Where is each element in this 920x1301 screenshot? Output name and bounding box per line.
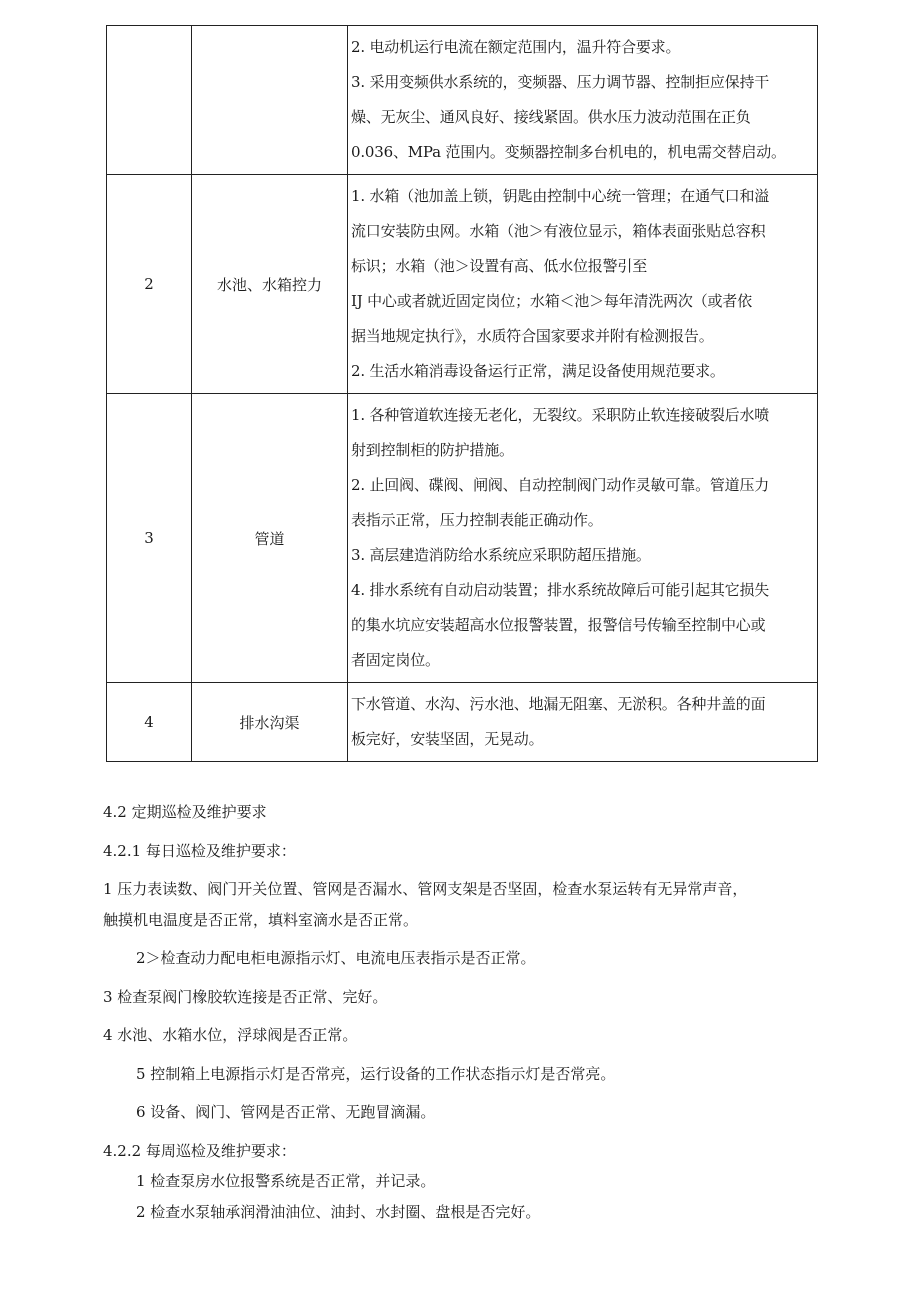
daily-item-1-continued: 触摸机电温度是否正常，填料室滴水是否正常。 [103,910,419,929]
section-4-2-1-heading: 4.2.1 每日巡检及维护要求： [103,841,296,860]
row-number-cell: 4 [107,683,192,762]
table-row [107,683,818,762]
requirement-line: 射到控制柜的防护措施。 [351,441,514,459]
daily-item-6: 6 设备、阀门、管网是否正常、无跑冒滴漏。 [136,1103,436,1121]
row-requirements-cell [348,394,818,683]
row-item-name-cell: 管道 [192,394,348,683]
requirement-line: 0.036、MPa 范围内。变频器控制多台机电的，机电需交替启动。 [351,143,786,161]
daily-item-5: 5 控制箱上电源指示灯是否常亮，运行设备的工作状态指示灯是否常亮。 [136,1064,616,1083]
requirement-line: 表指示正常，压力控制表能正确动作。 [351,511,603,529]
requirement-line: 2. 电动机运行电流在额定范围内，温升符合要求。 [351,38,681,56]
row-number-cell: 2 [107,175,192,394]
requirement-line: 板完好，安装坚固，无晃动。 [351,730,544,748]
row-item-name-cell: 排水沟渠 [192,683,348,762]
requirement-line: 1. 水箱（池加盖上锁，钥匙由控制中心统一管理；在通气口和溢 [351,187,770,205]
requirement-line: 标识；水箱（池＞设置有高、低水位报警引至 [351,257,648,275]
table-row [107,26,818,175]
row-number-cell [107,26,192,175]
table-row [107,175,818,394]
row-requirements-cell [348,683,818,762]
section-4-2-2-heading: 4.2.2 每周巡检及维护要求： [103,1141,296,1160]
daily-item-3: 3 检查泵阀门橡胶软连接是否正常、完好。 [103,987,388,1006]
row-requirements-cell [348,26,818,175]
requirement-line: 下水管道、水沟、污水池、地漏无阻塞、无淤积。各种井盖的面 [351,695,766,713]
table-row [107,394,818,683]
daily-item-4: 4 水池、水箱水位，浮球阀是否正常。 [103,1026,358,1044]
requirement-line: 4. 排水系统有自动启动装置；排水系统故障后可能引起其它损失 [351,581,770,599]
requirement-line: 据当地规定执行》，水质符合国家要求并附有检测报告。 [351,327,714,345]
row-requirements-cell [348,175,818,394]
requirement-line: 3. 高层建造消防给水系统应采职防超压措施。 [351,546,651,564]
requirement-line: 1. 各种管道软连接无老化，无裂纹。采职防止软连接破裂后水喷 [351,406,770,424]
requirement-line: 者固定岗位。 [351,651,440,669]
row-number-cell: 3 [107,394,192,683]
requirement-line: 的集水坑应安装超高水位报警装置，报警信号传输至控制中心或 [351,616,766,634]
requirement-line: 2. 止回阀、碟阀、闸阀、自动控制阀门动作灵敏可靠。管道压力 [351,476,770,494]
requirement-line: 3. 采用变频供水系统的，变频器、压力调节器、控制拒应保持干 [351,73,770,91]
requirement-line: IJ 中心或者就近固定岗位；水箱＜池＞每年清洗两次（或者依 [351,292,752,310]
weekly-item-2: 2 检查水泵轴承润滑油油位、油封、水封圈、盘根是否完好。 [136,1202,541,1221]
row-item-name-cell [192,26,348,175]
requirement-line: 流口安装防虫网。水箱（池＞有液位显示，箱体表面张贴总容积 [351,222,766,240]
daily-item-2: 2＞检查动力配电柜电源指示灯、电流电压表指示是否正常。 [136,949,536,967]
requirement-line: 2. 生活水箱消毒设备运行正常，满足设备使用规范要求。 [351,362,725,380]
section-4-2-heading: 4.2 定期巡检及维护要求 [103,803,267,821]
inspection-table [106,25,818,762]
requirement-line: 燥、无灰尘、通风良好、接线紧固。供水压力波动范围在正负 [351,108,751,126]
weekly-item-1: 1 检查泵房水位报警系统是否正常，并记录。 [136,1172,436,1190]
row-item-name-cell: 水池、水箱控力 [192,175,348,394]
daily-item-1: 1 压力表读数、阀门开关位置、管网是否漏水、管网支架是否坚固，检查水泵运转有无异常声音， [103,880,748,898]
body-text [103,793,823,1231]
